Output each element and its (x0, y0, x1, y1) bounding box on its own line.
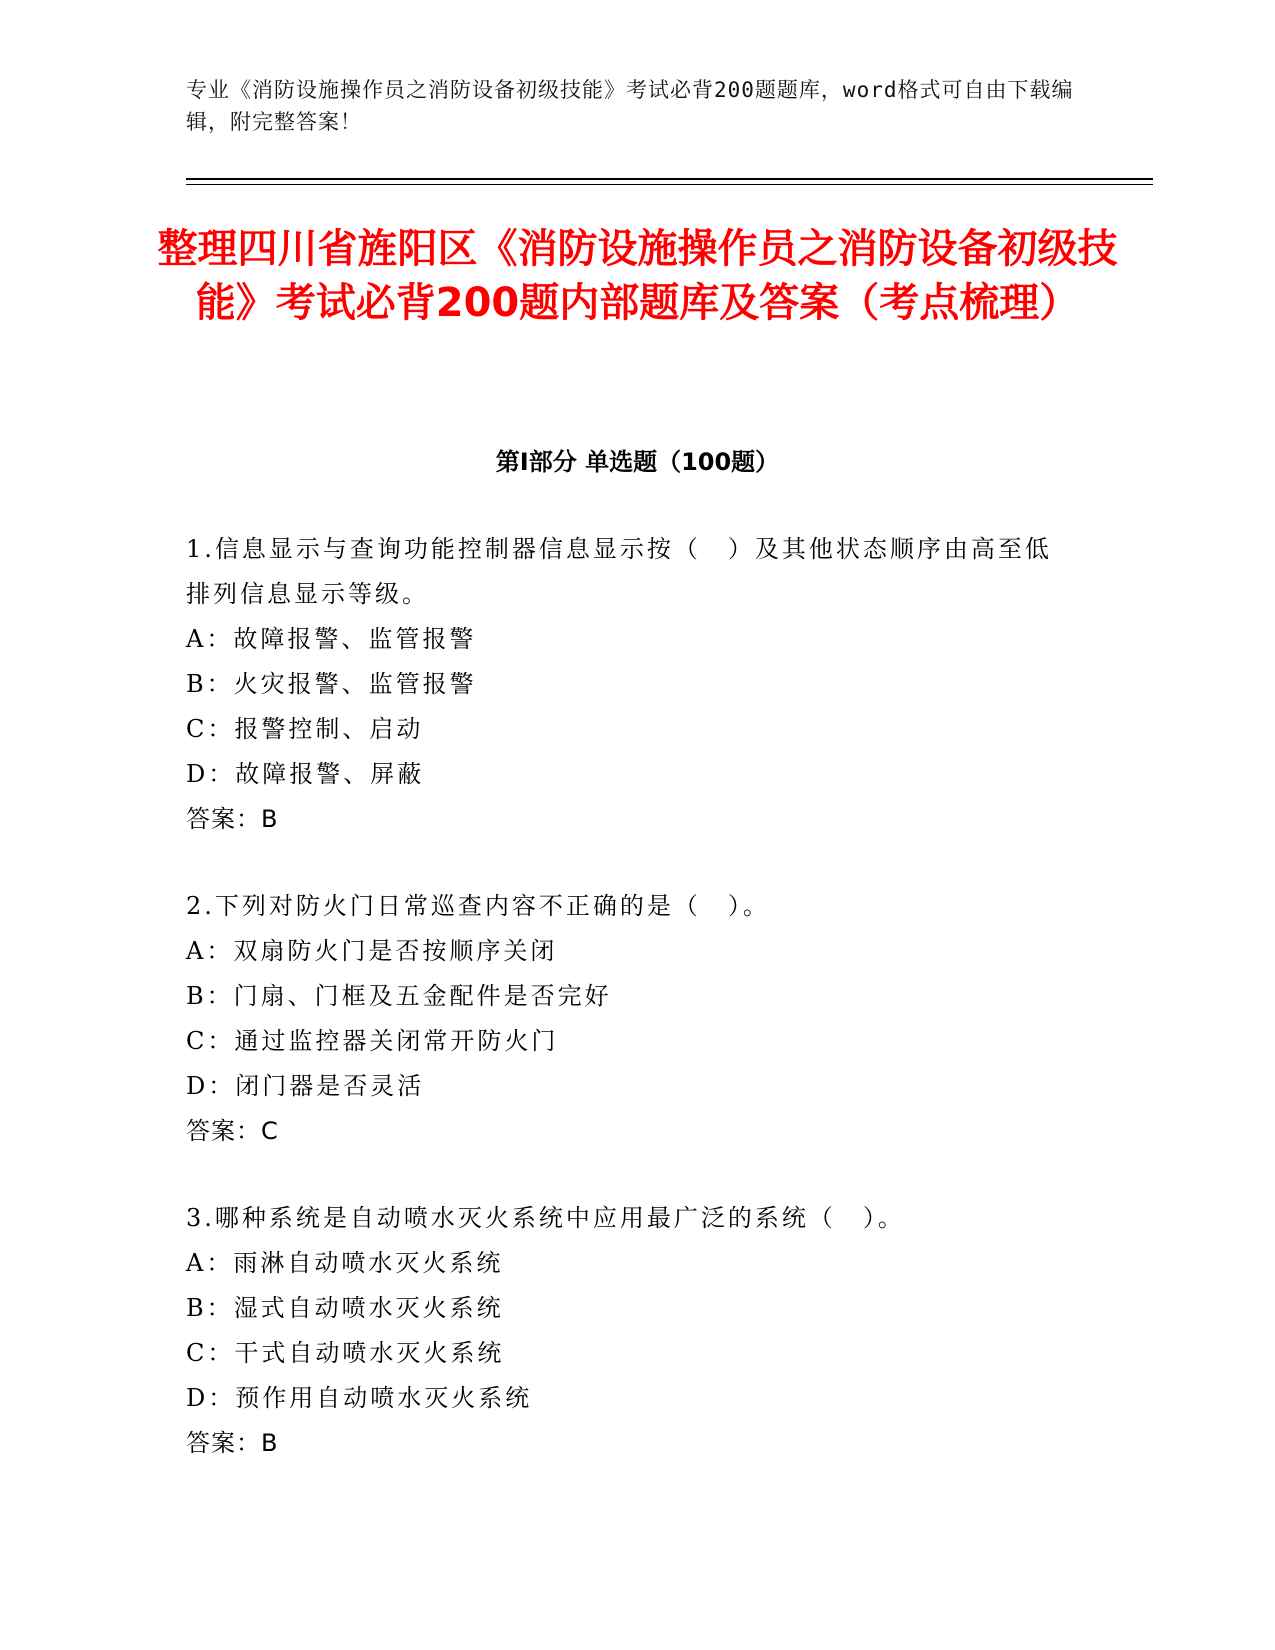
option-c: C：干式自动喷水灭火系统 (186, 1339, 505, 1367)
option-d: D：预作用自动喷水灭火系统 (186, 1384, 533, 1412)
option-a: A：雨淋自动喷水灭火系统 (186, 1249, 504, 1277)
option-c: C：报警控制、启动 (186, 715, 424, 743)
answer-line: 答案：B (186, 1429, 279, 1457)
option-a: A：故障报警、监管报警 (186, 625, 477, 653)
question-1 (186, 527, 1066, 842)
document-title: 整理四川省旌阳区《消防设施操作员之消防设备初级技能》考试必背200题内部题库及答案（考点梳理） (157, 226, 1118, 326)
option-b: B：火灾报警、监管报警 (186, 670, 477, 698)
question-stem: 3.哪种系统是自动喷水灭火系统中应用最广泛的系统（ ）。 (186, 1204, 905, 1232)
option-d: D：故障报警、屏蔽 (186, 760, 425, 788)
option-b: B：湿式自动喷水灭火系统 (186, 1294, 504, 1322)
question-3 (186, 1196, 1066, 1466)
header-rule-thick (186, 178, 1153, 180)
answer-line: 答案：B (186, 805, 279, 833)
question-stem: 2.下列对防火门日常巡查内容不正确的是（ ）。 (186, 892, 770, 920)
question-stem: 1.信息显示与查询功能控制器信息显示按（ ）及其他状态顺序由高至低排列信息显示等级。 (186, 535, 1052, 608)
option-c: C：通过监控器关闭常开防火门 (186, 1027, 559, 1055)
section-title: 第I部分 单选题（100题） (495, 448, 780, 476)
answer-line: 答案：C (186, 1117, 279, 1145)
option-a: A：双扇防火门是否按顺序关闭 (186, 937, 558, 965)
question-list (186, 527, 1066, 1508)
question-2 (186, 884, 1066, 1154)
header-rule-thin (186, 184, 1153, 185)
option-b: B：门扇、门框及五金配件是否完好 (186, 982, 612, 1010)
header-note: 专业《消防设施操作员之消防设备初级技能》考试必背200题题库，word格式可自由下载编辑，附完整答案！ (186, 78, 1074, 134)
option-d: D：闭门器是否灵活 (186, 1072, 425, 1100)
